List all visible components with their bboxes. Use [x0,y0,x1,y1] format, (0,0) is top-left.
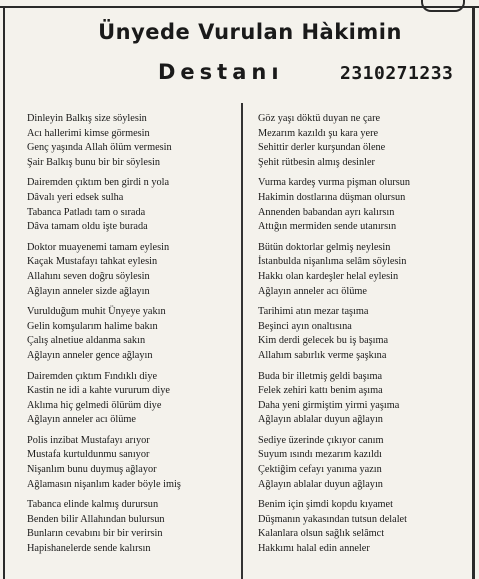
handwritten-number: 2310271233 [340,63,454,84]
verse-line: Mustafa kurtuldunmu sanıyor [27,449,150,461]
stanza [258,370,470,428]
verse-line: Tarihimi atın mezar taşıma [258,306,369,318]
verse-line: Kastin ne idi a kahte vururum diye [27,385,170,397]
verse-line: Göz yaşı döktü duyan ne çare [258,113,381,124]
verse-line: Hapishanelerde sende kalırsın [27,543,151,555]
verse-line: Allahım sabırlık verme şaşkına [258,349,387,361]
verse-line: Ağlayın anneler gence ağlayın [27,349,153,361]
verse-line: Suyum ısındı mezarım kazıldı [258,449,382,461]
verse-line: Dairemden çıktım Fındıklı diye [27,370,158,382]
verse-line: Kim derdi gelecek bu iş başıma [258,335,389,347]
verse-line: Ağlamasın nişanlım kader böyle imiş [27,478,181,490]
verse-line: Hakimin dostlarına düşman olursun [258,191,406,203]
verse-line: Vurma kardeş vurma pişman olursun [258,177,411,189]
verse-line: Allahını seven doğru söylesin [27,270,150,282]
verse-line: Kaçak Mustafayı tahkat eylesin [27,256,158,268]
right-border [472,6,475,579]
verse-line: Dâvalı yeri edsek sulha [27,191,124,203]
stanza [27,434,239,492]
verse-line: Aklıma hiç gelmedi ölürüm diye [27,399,162,411]
verse-line: Dairemden çıktım ben girdi n yola [27,177,170,189]
verse-line: Çalış alnetiue aldanma sakın [27,335,146,347]
verse-line: Benim için şimdi kopdu kıyamet [258,499,393,511]
verse-line: Doktor muayenemi tamam eylesin [27,241,170,253]
verse-line: Annenden babandan ayrı kalırsın [258,206,395,218]
stanza [258,112,470,170]
verse-line: Hakkımı halal edin anneler [258,543,370,555]
page-title: Ünyede Vurulan Hàkimin [98,20,402,44]
verse-line: Kalanlara olsun sağlık selâmct [258,528,385,540]
verse-line: Ağlayın anneler acı ölüme [27,414,136,426]
verse-line: Attığın mermiden sende utanırsın [258,221,397,233]
verse-line: Nişanlım bunu duymuş ağlayor [27,464,157,476]
verse-line: Buda bir illetmiş geldi başıma [258,370,383,382]
verse-line: Benden bilir Allahından bulursun [27,513,165,525]
verse-line: Polis inzibat Mustafayı arıyor [27,434,150,446]
verse-line: Ağlayın anneler acı ölüme [258,285,367,297]
stanza [27,112,239,170]
verse-line: Sehittir derler kurşundan ölene [258,142,386,154]
top-border [0,6,479,8]
stanza [27,370,239,428]
verse-line: Tabanca elinde kalmış durursun [27,499,159,511]
column-divider [241,103,243,579]
corner-ornament [421,0,465,12]
verse-line: Tabanca Patladı tam o sırada [27,206,146,218]
left-border [3,6,5,579]
stanza [258,241,470,299]
stanza [27,176,239,234]
verse-line: Şair Balkış bunu bir bir söylesin [27,156,160,168]
verse-line: Felek zehiri kattı benim aşıma [258,385,383,397]
verse-line: Sediye üzerinde çıkıyor canım [258,434,384,446]
verse-line: Hakkı olan kardeşler helal eylesin [258,270,399,282]
verse-line: Vurulduğum muhit Ünyeye yakın [27,306,166,318]
verse-line: Bunların cevabını bir bir verirsin [27,528,163,540]
verse-line: Acı hallerimi kimse görmesin [27,127,150,139]
verse-line: Gelin komşularım halime bakın [27,320,158,332]
verse-line: Ağlayın ablalar duyun ağlayın [258,414,383,426]
stanza [27,498,239,556]
verse-line: Şehit rütbesin almış desinler [258,156,375,168]
stanza [258,498,470,556]
verse-line: Düşmanın yakasından tutsun delalet [258,513,407,525]
verse-line: Mezarım kazıldı şu kara yere [258,127,379,139]
stanza [258,305,470,363]
page-subtitle: Destanı [158,60,284,84]
verse-line: İstanbulda nişanlıma selâm söylesin [258,256,407,268]
verse-line: Ağlayın anneler sizde ağlayın [27,285,150,297]
right-column [258,112,470,563]
left-column [27,112,239,563]
stanza [258,176,470,234]
verse-line: Beşinci ayın onaltısına [258,320,352,332]
verse-line: Dinleyin Balkış size söylesin [27,113,147,124]
verse-line: Dâva tamam oldu işte burada [27,221,148,233]
verse-line: Daha yeni girmiştim yirmi yaşıma [258,399,400,411]
stanza [258,434,470,492]
verse-line: Bütün doktorlar gelmiş neylesin [258,241,391,253]
verse-line: Çektiğim cefayı yanıma yazın [258,464,382,476]
stanza [27,241,239,299]
verse-line: Genç yaşında Allah ölüm vermesin [27,142,172,154]
stanza [27,305,239,363]
verse-line: Ağlayın ablalar duyun ağlayın [258,478,383,490]
